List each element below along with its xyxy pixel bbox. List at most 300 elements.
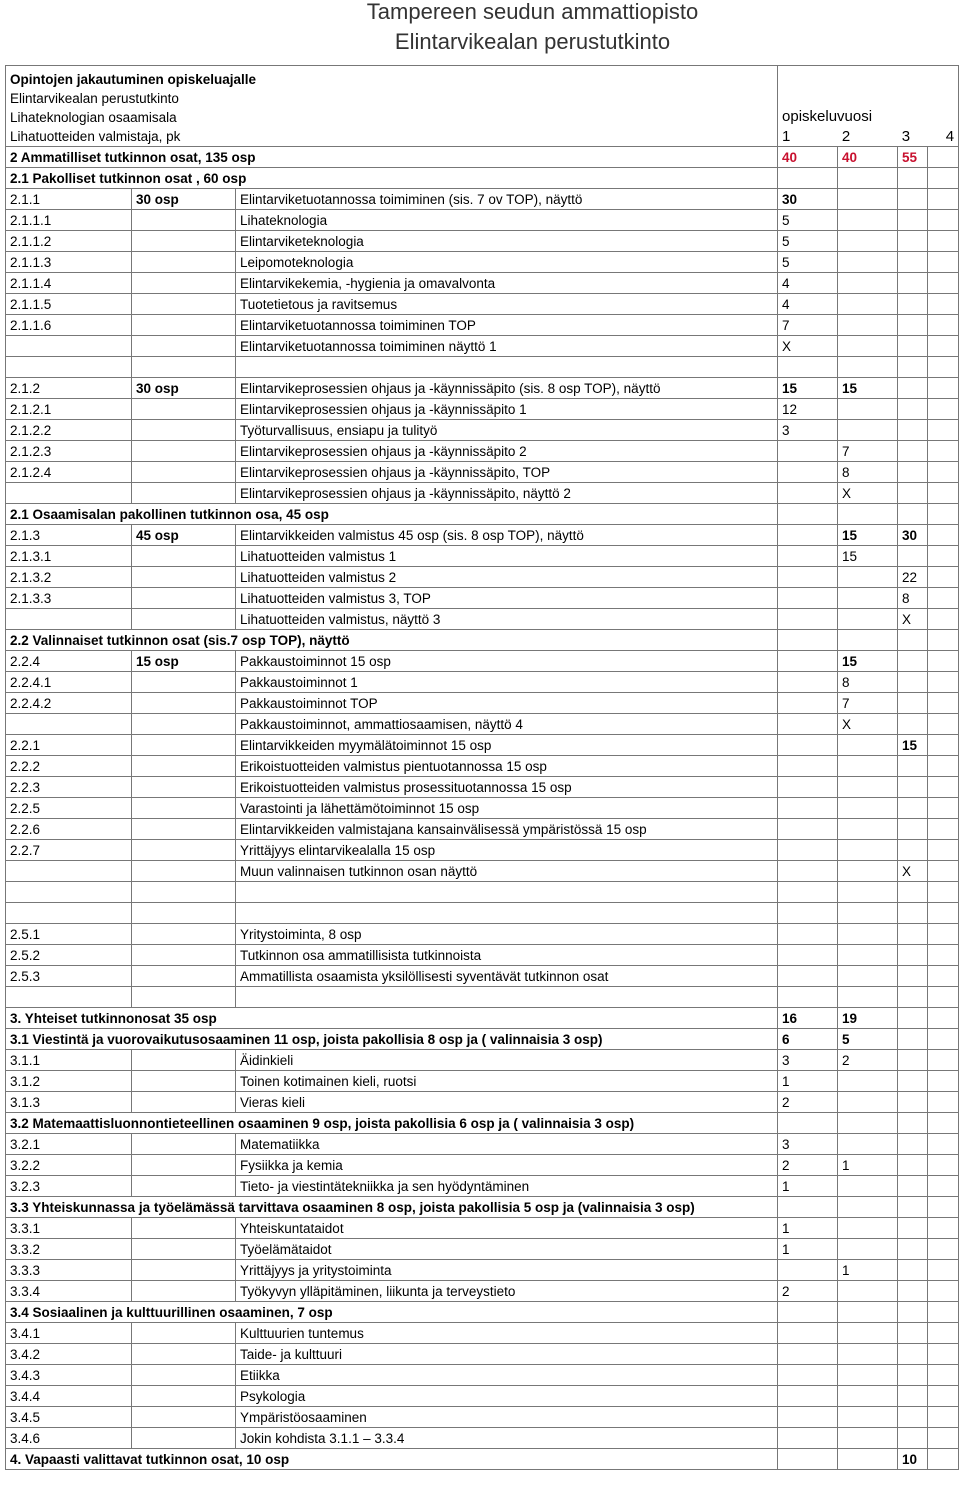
- blank-row: [6, 903, 959, 924]
- year-value-3: [898, 630, 928, 651]
- empty-cell: [898, 357, 928, 378]
- unit-name: Leipomoteknologia: [236, 252, 778, 273]
- year-value-2: [838, 756, 898, 777]
- unit-code: 2.1.1: [6, 189, 132, 210]
- table-row: [6, 1050, 959, 1071]
- table-row: [6, 231, 959, 252]
- section-row: [6, 168, 959, 189]
- table-row: [6, 273, 959, 294]
- year-value-2: 15: [838, 525, 898, 546]
- unit-code: 2.1.3.3: [6, 588, 132, 609]
- unit-code: 3.1.3: [6, 1092, 132, 1113]
- years-header-cell: [778, 66, 959, 147]
- empty-cell: [132, 987, 236, 1008]
- table-head-title-cell: [6, 66, 778, 147]
- section-label: 4. Vapaasti valittavat tutkinnon osat, 10 osp: [6, 1449, 778, 1470]
- unit-name: Psykologia: [236, 1386, 778, 1407]
- blank-row: [6, 357, 959, 378]
- section-label: 3.3 Yhteiskunnassa ja työelämässä tarvittava osaaminen 8 osp, joista pakollisia 5 osp ja (valinnaisia 3 osp): [6, 1197, 778, 1218]
- unit-name: Yrittäjyys ja yritystoiminta: [236, 1260, 778, 1281]
- year-value-3: [898, 294, 928, 315]
- year-value-1: [778, 1323, 838, 1344]
- unit-name: Pakkaustoiminnot 15 osp: [236, 651, 778, 672]
- table-head-line-3: Lihatuotteiden valmistaja, pk: [10, 129, 181, 144]
- year-value-1: [778, 966, 838, 987]
- year-value-1: 1: [778, 1218, 838, 1239]
- unit-osp: [132, 1050, 236, 1071]
- table-row: [6, 378, 959, 399]
- year-value-2: [838, 210, 898, 231]
- section-label: 3.4 Sosiaalinen ja kulttuurillinen osaaminen, 7 osp: [6, 1302, 778, 1323]
- table-row: [6, 483, 959, 504]
- table-head-row: [6, 66, 959, 147]
- year-value-2: X: [838, 483, 898, 504]
- unit-osp: [132, 1218, 236, 1239]
- year-value-2: [838, 777, 898, 798]
- year-value-3: 8: [898, 588, 928, 609]
- year-value-2: 7: [838, 441, 898, 462]
- table-row: [6, 441, 959, 462]
- empty-cell: [6, 987, 132, 1008]
- table-row: [6, 861, 959, 882]
- table-row: [6, 756, 959, 777]
- year-value-4: [928, 1155, 959, 1176]
- year-value-1: [778, 483, 838, 504]
- unit-osp: [132, 210, 236, 231]
- year-value-4: [928, 1197, 959, 1218]
- year-value-2: [838, 1323, 898, 1344]
- unit-code: [6, 483, 132, 504]
- unit-code: 2.5.1: [6, 924, 132, 945]
- unit-code: 2.2.5: [6, 798, 132, 819]
- table-row: [6, 1134, 959, 1155]
- year-value-4: [928, 231, 959, 252]
- unit-name: Erikoistuotteiden valmistus pientuotannossa 15 osp: [236, 756, 778, 777]
- year-value-3: [898, 1134, 928, 1155]
- table-row: [6, 1092, 959, 1113]
- year-value-4: [928, 1428, 959, 1449]
- unit-osp: [132, 1134, 236, 1155]
- unit-osp: [132, 1239, 236, 1260]
- year-value-1: [778, 609, 838, 630]
- year-value-4: [928, 483, 959, 504]
- unit-osp: [132, 966, 236, 987]
- section-row: [6, 1029, 959, 1050]
- empty-cell: [236, 357, 778, 378]
- year-value-2: [838, 735, 898, 756]
- section-label: 2.1 Pakolliset tutkinnon osat , 60 osp: [6, 168, 778, 189]
- year-value-4: [928, 546, 959, 567]
- unit-osp: [132, 231, 236, 252]
- year-value-3: [898, 1428, 928, 1449]
- table-row: [6, 1344, 959, 1365]
- table-row: [6, 567, 959, 588]
- unit-code: 2.1.1.6: [6, 315, 132, 336]
- table-row: [6, 252, 959, 273]
- year-value-2: [838, 1407, 898, 1428]
- unit-osp: [132, 1260, 236, 1281]
- year-value-4: [928, 588, 959, 609]
- years-label: opiskeluvuosi: [782, 108, 873, 125]
- unit-code: 2.1.1.1: [6, 210, 132, 231]
- table-row: [6, 1218, 959, 1239]
- year-value-1: [778, 462, 838, 483]
- year-value-2: 7: [838, 693, 898, 714]
- empty-cell: [928, 903, 959, 924]
- empty-cell: [778, 987, 838, 1008]
- year-value-3: [898, 1365, 928, 1386]
- year-value-4: [928, 1407, 959, 1428]
- year-value-4: [928, 1008, 959, 1029]
- year-value-3: [898, 168, 928, 189]
- section-label: 3.1 Viestintä ja vuorovaikutusosaaminen 11 osp, joista pakollisia 8 osp ja ( valinnaisia 3 osp): [6, 1029, 778, 1050]
- unit-code: 3.2.3: [6, 1176, 132, 1197]
- year-value-4: [928, 1050, 959, 1071]
- unit-name: Elintarviketuotannossa toimiminen (sis. 7 ov TOP), näyttö: [236, 189, 778, 210]
- year-value-1: [778, 567, 838, 588]
- unit-code: 2.2.4.1: [6, 672, 132, 693]
- year-value-4: [928, 735, 959, 756]
- year-value-2: [838, 1239, 898, 1260]
- unit-osp: [132, 819, 236, 840]
- year-value-2: [838, 1134, 898, 1155]
- empty-cell: [6, 357, 132, 378]
- empty-cell: [898, 903, 928, 924]
- year-value-3: [898, 1050, 928, 1071]
- year-value-4: [928, 1071, 959, 1092]
- unit-osp: [132, 672, 236, 693]
- year-value-4: [928, 252, 959, 273]
- year-value-3: [898, 336, 928, 357]
- unit-osp: [132, 861, 236, 882]
- unit-name: Jokin kohdista 3.1.1 – 3.3.4: [236, 1428, 778, 1449]
- year-value-4: [928, 525, 959, 546]
- unit-name: Kulttuurien tuntemus: [236, 1323, 778, 1344]
- year-value-3: [898, 441, 928, 462]
- section-row: [6, 630, 959, 651]
- year-value-4: [928, 1113, 959, 1134]
- unit-osp: [132, 735, 236, 756]
- table-row: [6, 315, 959, 336]
- year-value-3: [898, 1008, 928, 1029]
- unit-osp: 30 osp: [132, 189, 236, 210]
- year-value-3: [898, 1029, 928, 1050]
- empty-cell: [838, 882, 898, 903]
- empty-cell: [132, 357, 236, 378]
- unit-osp: [132, 1386, 236, 1407]
- year-value-2: [838, 1449, 898, 1470]
- year-value-2: 19: [838, 1008, 898, 1029]
- year-value-1: [778, 504, 838, 525]
- unit-osp: [132, 693, 236, 714]
- year-value-3: X: [898, 861, 928, 882]
- unit-osp: [132, 1155, 236, 1176]
- year-value-2: [838, 819, 898, 840]
- year-value-1: [778, 735, 838, 756]
- section-label: 2 Ammatilliset tutkinnon osat, 135 osp: [6, 147, 778, 168]
- unit-osp: 15 osp: [132, 651, 236, 672]
- year-4: 4: [945, 128, 955, 145]
- year-value-2: [838, 273, 898, 294]
- year-value-1: X: [778, 336, 838, 357]
- unit-name: Elintarviketuotannossa toimiminen TOP: [236, 315, 778, 336]
- unit-code: 3.3.3: [6, 1260, 132, 1281]
- year-value-2: [838, 399, 898, 420]
- empty-cell: [6, 882, 132, 903]
- year-value-3: [898, 231, 928, 252]
- year-value-1: [778, 1386, 838, 1407]
- year-value-3: [898, 1344, 928, 1365]
- year-value-3: [898, 798, 928, 819]
- year-value-2: [838, 1218, 898, 1239]
- year-value-3: [898, 840, 928, 861]
- year-value-3: [898, 1092, 928, 1113]
- section-row: [6, 1113, 959, 1134]
- year-value-2: [838, 420, 898, 441]
- year-value-1: [778, 693, 838, 714]
- unit-name: Etiikka: [236, 1365, 778, 1386]
- year-value-1: [778, 777, 838, 798]
- year-value-4: [928, 714, 959, 735]
- table-row: [6, 1176, 959, 1197]
- year-value-1: 2: [778, 1155, 838, 1176]
- year-value-1: 1: [778, 1176, 838, 1197]
- unit-name: Äidinkieli: [236, 1050, 778, 1071]
- unit-name: Elintarvikekemia, -hygienia ja omavalvonta: [236, 273, 778, 294]
- section-label: 2.2 Valinnaiset tutkinnon osat (sis.7 osp TOP), näyttö: [6, 630, 778, 651]
- table-row: [6, 924, 959, 945]
- year-value-1: 15: [778, 378, 838, 399]
- year-value-2: 2: [838, 1050, 898, 1071]
- year-value-4: [928, 1449, 959, 1470]
- unit-name: Pakkaustoiminnot 1: [236, 672, 778, 693]
- table-row: [6, 210, 959, 231]
- unit-osp: [132, 1407, 236, 1428]
- year-value-4: [928, 1218, 959, 1239]
- table-row: [6, 735, 959, 756]
- unit-name: Elintarvikkeiden myymälätoiminnot 15 osp: [236, 735, 778, 756]
- year-value-2: [838, 1176, 898, 1197]
- unit-name: Lihatuotteiden valmistus, näyttö 3: [236, 609, 778, 630]
- unit-code: 3.2.2: [6, 1155, 132, 1176]
- unit-name: Fysiikka ja kemia: [236, 1155, 778, 1176]
- year-value-3: 55: [898, 147, 928, 168]
- year-value-2: [838, 861, 898, 882]
- year-value-1: 7: [778, 315, 838, 336]
- unit-code: 3.4.5: [6, 1407, 132, 1428]
- table-head-line-2: Lihateknologian osaamisala: [10, 110, 177, 125]
- year-value-4: [928, 1386, 959, 1407]
- year-value-4: [928, 966, 959, 987]
- year-value-1: 5: [778, 231, 838, 252]
- table-row: [6, 1071, 959, 1092]
- year-3: 3: [901, 128, 911, 145]
- section-row: [6, 1197, 959, 1218]
- year-value-2: [838, 315, 898, 336]
- year-value-2: X: [838, 714, 898, 735]
- unit-osp: [132, 567, 236, 588]
- table-row: [6, 945, 959, 966]
- year-value-3: 22: [898, 567, 928, 588]
- year-value-1: 3: [778, 420, 838, 441]
- year-value-2: 1: [838, 1260, 898, 1281]
- unit-code: [6, 861, 132, 882]
- unit-osp: [132, 714, 236, 735]
- unit-name: Lihatuotteiden valmistus 1: [236, 546, 778, 567]
- unit-name: Matematiikka: [236, 1134, 778, 1155]
- table-row: [6, 336, 959, 357]
- unit-osp: [132, 840, 236, 861]
- year-value-2: [838, 588, 898, 609]
- year-value-1: 30: [778, 189, 838, 210]
- year-value-3: [898, 462, 928, 483]
- section-row: [6, 1302, 959, 1323]
- unit-name: Elintarviketeknologia: [236, 231, 778, 252]
- table-row: [6, 1365, 959, 1386]
- year-value-3: [898, 1323, 928, 1344]
- year-value-2: 5: [838, 1029, 898, 1050]
- empty-cell: [132, 903, 236, 924]
- table-row: [6, 1281, 959, 1302]
- unit-name: Ympäristöosaaminen: [236, 1407, 778, 1428]
- year-value-3: [898, 1218, 928, 1239]
- table-row: [6, 420, 959, 441]
- year-value-3: [898, 945, 928, 966]
- year-value-3: [898, 378, 928, 399]
- year-value-1: 4: [778, 273, 838, 294]
- unit-osp: [132, 1281, 236, 1302]
- unit-osp: [132, 273, 236, 294]
- year-value-1: [778, 1197, 838, 1218]
- table-row: [6, 798, 959, 819]
- year-value-2: [838, 294, 898, 315]
- blank-row: [6, 987, 959, 1008]
- year-1: 1: [782, 128, 791, 145]
- year-value-2: [838, 1428, 898, 1449]
- year-value-1: [778, 924, 838, 945]
- blank-row: [6, 882, 959, 903]
- year-value-4: [928, 819, 959, 840]
- unit-code: 2.1.3.1: [6, 546, 132, 567]
- year-value-3: [898, 819, 928, 840]
- table-row: [6, 1239, 959, 1260]
- unit-name: Elintarvikeprosessien ohjaus ja -käynnissäpito, TOP: [236, 462, 778, 483]
- year-value-1: [778, 1302, 838, 1323]
- year-value-3: [898, 504, 928, 525]
- unit-name: Varastointi ja lähettämötoiminnot 15 osp: [236, 798, 778, 819]
- empty-cell: [6, 903, 132, 924]
- unit-name: Tuotetietous ja ravitsemus: [236, 294, 778, 315]
- unit-osp: [132, 315, 236, 336]
- unit-code: 2.2.4.2: [6, 693, 132, 714]
- empty-cell: [236, 987, 778, 1008]
- year-value-4: [928, 924, 959, 945]
- year-value-1: [778, 630, 838, 651]
- unit-name: Työelämätaidot: [236, 1239, 778, 1260]
- header-school-name: Tampereen seudun ammattiopisto: [366, 0, 699, 24]
- unit-name: Tieto- ja viestintätekniikka ja sen hyödyntäminen: [236, 1176, 778, 1197]
- year-value-3: X: [898, 609, 928, 630]
- table-row: [6, 294, 959, 315]
- years-row: [782, 127, 954, 146]
- year-value-1: [778, 672, 838, 693]
- header-degree-name: Elintarvikealan perustutkinto: [394, 29, 671, 54]
- unit-osp: [132, 924, 236, 945]
- unit-name: Pakkaustoiminnot TOP: [236, 693, 778, 714]
- unit-name: Muun valinnaisen tutkinnon osan näyttö: [236, 861, 778, 882]
- year-value-3: [898, 1113, 928, 1134]
- year-value-1: 1: [778, 1239, 838, 1260]
- year-value-3: [898, 483, 928, 504]
- year-value-1: [778, 1344, 838, 1365]
- unit-code: 2.2.1: [6, 735, 132, 756]
- year-value-2: 15: [838, 546, 898, 567]
- unit-code: 2.1.3: [6, 525, 132, 546]
- year-value-4: [928, 861, 959, 882]
- year-value-4: [928, 504, 959, 525]
- year-value-3: [898, 756, 928, 777]
- year-value-1: 2: [778, 1281, 838, 1302]
- year-value-2: 40: [838, 147, 898, 168]
- year-value-2: [838, 840, 898, 861]
- year-value-2: [838, 630, 898, 651]
- year-value-4: [928, 1176, 959, 1197]
- year-value-2: 8: [838, 672, 898, 693]
- unit-osp: [132, 1365, 236, 1386]
- table-head-title: Opintojen jakautuminen opiskeluajalle: [10, 72, 257, 87]
- unit-name: Yrittäjyys elintarvikealalla 15 osp: [236, 840, 778, 861]
- unit-code: 2.1.2.1: [6, 399, 132, 420]
- table-row: [6, 525, 959, 546]
- year-value-4: [928, 294, 959, 315]
- unit-name: Tutkinnon osa ammatillisista tutkinnoista: [236, 945, 778, 966]
- table-row: [6, 609, 959, 630]
- unit-code: 2.2.6: [6, 819, 132, 840]
- year-value-3: [898, 273, 928, 294]
- year-value-4: [928, 1323, 959, 1344]
- unit-code: [6, 714, 132, 735]
- year-value-1: 1: [778, 1071, 838, 1092]
- unit-code: 3.3.1: [6, 1218, 132, 1239]
- empty-cell: [928, 882, 959, 903]
- year-value-1: [778, 588, 838, 609]
- year-value-1: [778, 798, 838, 819]
- year-value-4: [928, 399, 959, 420]
- year-value-3: [898, 420, 928, 441]
- year-value-2: [838, 189, 898, 210]
- unit-code: 2.2.4: [6, 651, 132, 672]
- year-value-2: 15: [838, 651, 898, 672]
- table-row: [6, 1386, 959, 1407]
- unit-osp: 45 osp: [132, 525, 236, 546]
- year-value-4: [928, 1344, 959, 1365]
- year-value-4: [928, 441, 959, 462]
- unit-code: 2.1.1.4: [6, 273, 132, 294]
- year-value-3: 15: [898, 735, 928, 756]
- table-row: [6, 1428, 959, 1449]
- unit-osp: [132, 588, 236, 609]
- empty-cell: [778, 882, 838, 903]
- empty-cell: [778, 357, 838, 378]
- year-value-4: [928, 1260, 959, 1281]
- year-value-1: 3: [778, 1050, 838, 1071]
- section-label: 2.1 Osaamisalan pakollinen tutkinnon osa, 45 osp: [6, 504, 778, 525]
- year-value-1: [778, 714, 838, 735]
- year-value-3: [898, 1407, 928, 1428]
- year-value-1: 3: [778, 1134, 838, 1155]
- year-value-3: [898, 252, 928, 273]
- table-row: [6, 966, 959, 987]
